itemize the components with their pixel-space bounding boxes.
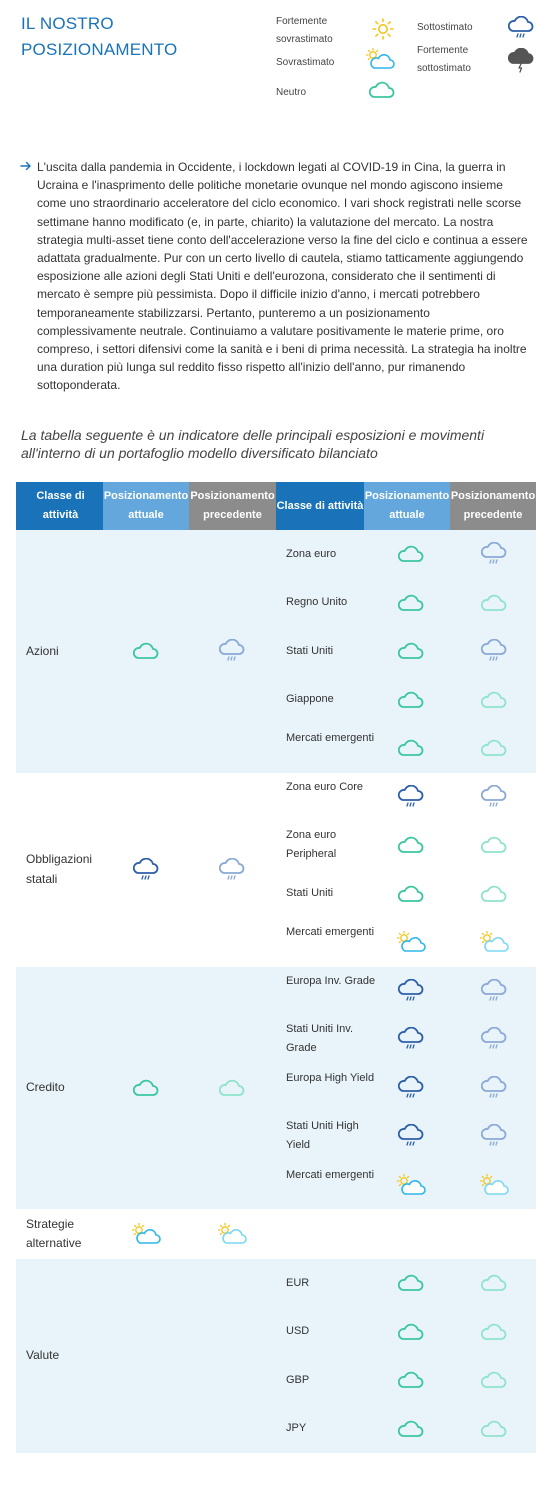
- cloud-icon: [481, 1323, 507, 1341]
- table-row: [16, 1112, 536, 1161]
- legend-label-undervalued: Sottostimato: [417, 22, 473, 33]
- legend-label-neutral: Neutro: [276, 87, 307, 98]
- sun-icon: [371, 17, 395, 41]
- row-label: Stati Uniti High Yield: [286, 1120, 359, 1152]
- group-label: Obbligazioni statali: [26, 852, 93, 886]
- arrow-right-icon: [20, 160, 34, 172]
- header-previous-positioning: Posizionamento precedente: [189, 482, 276, 530]
- cloud-icon: [398, 1420, 424, 1438]
- group-label: Valute: [26, 1348, 60, 1363]
- row-label: Stati Uniti: [286, 887, 334, 900]
- row-label: USD: [286, 1325, 310, 1338]
- sun-cloud-icon: [478, 1173, 510, 1197]
- cloud-icon: [398, 691, 424, 709]
- sun-cloud-icon: [364, 47, 396, 71]
- rain-cloud-icon: [398, 1124, 424, 1148]
- cloud-icon: [398, 545, 424, 563]
- row-label: Regno Unito: [286, 596, 348, 609]
- row-label: Stati Uniti: [286, 644, 334, 657]
- row-label: Giappone: [286, 693, 334, 706]
- rain-cloud-icon: [398, 1076, 424, 1100]
- table-group: [16, 530, 536, 773]
- sun-cloud-icon: [130, 1222, 162, 1246]
- rain-cloud-icon: [481, 785, 507, 809]
- header-current-positioning: Posizionamento attuale: [103, 482, 189, 530]
- rain-cloud-icon: [481, 1076, 507, 1100]
- cloud-icon: [481, 885, 507, 903]
- cloud-icon: [398, 836, 424, 854]
- cloud-icon: [481, 691, 507, 709]
- cloud-icon: [398, 594, 424, 612]
- table-group: [16, 967, 536, 1210]
- group-label: Strategie alternative: [26, 1216, 82, 1250]
- row-label: Stati Uniti Inv. Grade: [286, 1023, 354, 1055]
- table-row: [16, 1161, 536, 1210]
- sun-cloud-icon: [395, 930, 427, 954]
- cloud-icon: [481, 1274, 507, 1292]
- row-label: Europa High Yield: [286, 1071, 375, 1084]
- table-row: [16, 773, 536, 822]
- rain-cloud-icon: [398, 1027, 424, 1051]
- table-row: [16, 870, 536, 919]
- row-label: Zona euro: [286, 547, 337, 560]
- table-row: [16, 821, 536, 870]
- table-row: [16, 1015, 536, 1064]
- sun-cloud-icon: [216, 1222, 248, 1246]
- rain-cloud-icon: [481, 542, 507, 566]
- legend-label-overvalued: Sovrastimato: [276, 57, 335, 68]
- cloud-icon: [481, 836, 507, 854]
- header-sub-previous-positioning: Posizionamento precedente: [450, 482, 536, 530]
- sun-cloud-icon: [478, 930, 510, 954]
- row-label: EUR: [286, 1276, 310, 1289]
- table-group: [16, 1259, 536, 1453]
- table-caption: La tabella seguente è un indicatore delle principali esposizioni e movimenti all'interno di un portafoglio modello diversificato bilanciato: [21, 427, 485, 461]
- cloud-icon: [398, 739, 424, 757]
- group-label: Azioni: [26, 643, 59, 658]
- rain-cloud-icon: [508, 16, 534, 40]
- row-label: Mercati emergenti: [286, 732, 375, 745]
- header-asset-class: Classe di attività: [16, 482, 103, 530]
- row-label: GBP: [286, 1373, 310, 1386]
- table-row: [16, 1259, 536, 1308]
- cloud-icon: [398, 1323, 424, 1341]
- intro-text: L'uscita dalla pandemia in Occidente, i lockdown legati al COVID-19 in Cina, la guerra in Ucraina e l'inasprimento delle politiche monetarie ovunque nel mondo agiscono insieme come uno straordinario acceleratore del ciclo economico. I vari shock registrati nelle scorse settimane hanno modificato (e, in parte, chiarito) la valutazione del mercato. La nostra strategia multi-asset tiene conto dell'accelerazione verso la fine del ciclo e continua a essere adattata gradualmente. Pur con un certo livello di cautela, stiamo tatticamente aggiungendo esposizione alle azioni degli Stati Uniti e dell'eurozona, considerato che il sentimenti di mercato è sempre più pessimista. Dopo il difficile inizio d'anno, i mercati potrebbero temporaneamente stabilizzarsi. Pertanto, punteremo a un posizionamento complessivamente neutrale. Continuiamo a valutare positivamente le materie prime, oro compreso, i settori difensivi come la sanità e i beni di prima necessità. La strategia ha inoltre una duration più lunga sul reddito fisso rispetto all'inizio dell'anno, pur rimanendo sottoponderata.: [37, 160, 528, 393]
- cloud-icon: [481, 1371, 507, 1389]
- header-sub-asset-class: Classe di attività: [276, 482, 364, 530]
- cloud-icon: [398, 642, 424, 660]
- group-label: Credito: [26, 1080, 65, 1094]
- table-group: [16, 1209, 536, 1259]
- legend-label-strongly-overvalued: Fortemente sovrastimato: [276, 16, 333, 45]
- row-label: Mercati emergenti: [286, 926, 375, 939]
- table-row: [16, 1356, 536, 1405]
- rain-cloud-icon: [398, 979, 424, 1003]
- table-row: [16, 627, 536, 676]
- row-label: JPY: [286, 1422, 307, 1435]
- cloud-icon: [398, 1371, 424, 1389]
- cloud-icon: [481, 739, 507, 757]
- table-row: [16, 1064, 536, 1113]
- table-group: [16, 773, 536, 967]
- table-row: [16, 530, 536, 579]
- table-row: [16, 1405, 536, 1454]
- header-sub-current-positioning: Posizionamento attuale: [364, 482, 450, 530]
- rain-cloud-icon: [481, 979, 507, 1003]
- cloud-icon: [398, 885, 424, 903]
- table-row: [16, 724, 536, 773]
- rain-cloud-icon: [481, 1027, 507, 1051]
- cloud-icon: [481, 1420, 507, 1438]
- row-label: Mercati emergenti: [286, 1168, 375, 1181]
- cloud-icon: [481, 594, 507, 612]
- table-row: [16, 967, 536, 1016]
- rain-cloud-icon: [481, 639, 507, 663]
- legend-label-strongly-undervalued: Fortemente sottostimato: [417, 45, 471, 74]
- rain-cloud-icon: [398, 785, 424, 809]
- sun-cloud-icon: [395, 1173, 427, 1197]
- row-label: Europa Inv. Grade: [286, 974, 376, 987]
- table-row: [16, 1308, 536, 1357]
- rain-cloud-icon: [481, 1124, 507, 1148]
- cloud-icon: [398, 1274, 424, 1292]
- cloud-icon: [369, 81, 395, 99]
- storm-cloud-icon: [508, 48, 534, 74]
- page-title: IL NOSTRO POSIZIONAMENTO: [21, 14, 178, 59]
- table-row: [16, 918, 536, 967]
- table-row: [16, 676, 536, 725]
- row-label: Zona euro Peripheral: [286, 829, 337, 861]
- table-row: [16, 579, 536, 628]
- row-label: Zona euro Core: [286, 780, 364, 793]
